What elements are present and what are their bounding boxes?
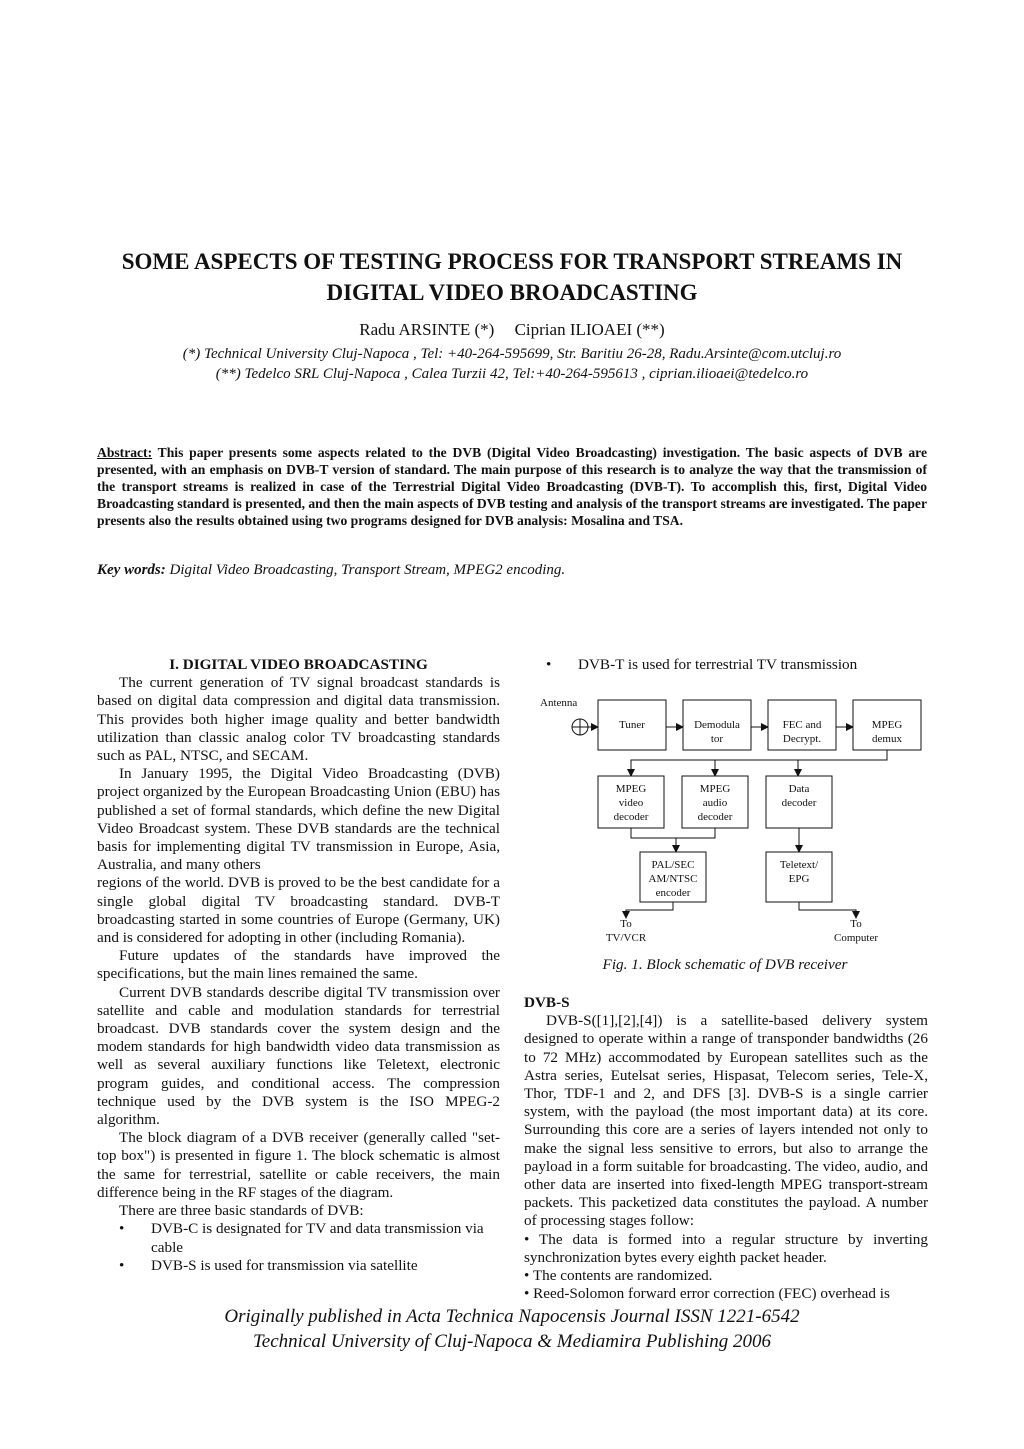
list-item: • The contents are randomized. — [524, 1267, 713, 1285]
list-item: • Reed-Solomon forward error correction (FEC) overhead is — [524, 1285, 890, 1303]
bullet-list — [97, 1220, 500, 1275]
paragraph: In January 1995, the Digital Video Broadcasting (DVB) project organized by the European Broadcasting Union (EBU) has published a set of formal standards, which define the new Digital Video Broadcast system. These DVB standards are the technical basis for implementing digital TV transmission in Europe, Asia, Australia, and many others — [97, 765, 500, 874]
keywords-label: Key words: — [97, 562, 166, 578]
teletext-label-1: Teletext/ — [779, 859, 819, 871]
teletext-label-2: EPG — [788, 873, 810, 885]
right-column-text — [524, 994, 928, 1303]
dvbs-heading: DVB-S — [524, 994, 570, 1011]
encoder-label-1: PAL/SEC — [651, 859, 695, 871]
keywords-text: Digital Video Broadcasting, Transport Stream, MPEG2 encoding. — [165, 562, 566, 578]
paragraph: There are three basic standards of DVB: — [119, 1202, 364, 1220]
data-decoder-label-1: Data — [788, 783, 810, 795]
author-2: Ciprian ILIOAEI (**) — [514, 320, 665, 339]
abstract-label: Abstract: — [97, 445, 153, 460]
list-item: • DVB-T is used for terrestrial TV transmission — [524, 656, 928, 674]
affiliation-1: (*) Technical University Cluj-Napoca , Tel: +40-264-595699, Str. Baritiu 26-28, Radu.Arsinte@com.utcluj.ro — [182, 346, 842, 362]
demux-label-1: MPEG — [871, 719, 903, 731]
audio-decoder-label-3: decoder — [697, 811, 733, 823]
fec-label-2: Decrypt. — [782, 733, 822, 745]
footer-line-2: Technical University of Cluj-Napoca & Mediamira Publishing 2006 — [252, 1331, 772, 1352]
audio-decoder-label-1: MPEG — [699, 783, 731, 795]
data-decoder-label-2: decoder — [781, 797, 817, 809]
authors — [60, 320, 964, 340]
keywords — [97, 562, 927, 579]
demodulator-label-2: tor — [710, 733, 724, 745]
section-heading: I. DIGITAL VIDEO BROADCASTING — [169, 656, 428, 673]
antenna-icon — [572, 719, 588, 735]
audio-decoder-label-2: audio — [702, 797, 728, 809]
paragraph: DVB-S([1],[2],[4]) is a satellite-based delivery system designed to operate within a range of transponder bandwidths (26 to 72 MHz) accommodated by European satellites such as the Astra series, Eutelsat series, Hispasat, Telecom series, Tele-X, Thor, TDF-1 and 2, and DFS [3]. DVB-S is a single carrier system, with the payload (the most important data) at its core. Surrounding this core are a series of layers intended not only to make the signal less sensitive to errors, but also to arrange the payload in a form suitable for broadcasting. The video, audio, and other data are inserted into fixed-length MPEG transport-stream packets. This packetized data constitutes the payload. A number of processing stages follow: — [524, 1012, 928, 1230]
video-decoder-label-1: MPEG — [615, 783, 647, 795]
author-1: Radu ARSINTE (*) — [359, 320, 495, 339]
left-column — [97, 656, 500, 1275]
encoder-label-2: AM/NTSC — [648, 873, 698, 885]
paragraph: Future updates of the standards have improved the specifications, but the main lines remained the same. — [97, 947, 500, 983]
list-item: • DVB-C is designated for TV and data transmission via cable — [97, 1220, 500, 1256]
paragraph: Current DVB standards describe digital TV transmission over satellite and cable and modulation standards for terrestrial broadcast. DVB standards cover the system design and the modem standards for high bandwidth video data transmission as well as several auxiliary functions like Teletext, electronic program guides, and conditional access. The compression technique used by the DVB system is the ISO MPEG-2 algorithm. — [97, 983, 500, 1129]
demodulator-label-1: Demodula — [694, 719, 740, 731]
antenna-label: Antenna — [540, 697, 578, 709]
abstract-text: This paper presents some aspects related to the DVB (Digital Video Broadcasting) investigation. The basic aspects of DVB are presented, with an emphasis on DVB-T version of standard. The main purpose of this research is to analyze the way that the transmission of the transport streams is realized in case of the Terrestrial Digital Video Broadcasting (DVB-T). To accomplish this, first, Digital Video Broadcasting standard is presented, and then the main aspects of DVB testing and analysis of the transport streams are investigated. The paper presents also the results obtained using two programs designed for DVB analysis: Mosalina and TSA. — [97, 445, 927, 528]
affiliation-2: (**) Tedelco SRL Cluj-Napoca , Calea Turzii 42, Tel:+40-264-595613 , ciprian.ilioaei@tedelco.ro — [215, 366, 809, 382]
paragraph: The current generation of TV signal broadcast standards is based on digital data compression and digital data transmission. This provides both higher image quality and better bandwidth utilization than classic analog color TV broadcasting standards such as PAL, NTSC, and SECAM. — [97, 674, 500, 765]
video-decoder-label-3: decoder — [613, 811, 649, 823]
paper-title — [60, 246, 964, 308]
output-computer-label-1: To — [850, 918, 862, 930]
video-decoder-label-2: video — [618, 797, 644, 809]
title-line-2: DIGITAL VIDEO BROADCASTING — [326, 280, 698, 305]
output-tv-label-2: TV/VCR — [605, 932, 647, 944]
output-tv-label-1: To — [620, 918, 632, 930]
title-line-1: SOME ASPECTS OF TESTING PROCESS FOR TRANSPORT STREAMS IN — [121, 249, 903, 274]
abstract — [97, 444, 927, 529]
list-item: • DVB-S is used for transmission via satellite — [97, 1257, 500, 1275]
fec-label-1: FEC and — [782, 719, 822, 731]
block-diagram — [528, 690, 938, 950]
list-item: • The data is formed into a regular structure by inverting synchronization bytes every eighth packet header. — [524, 1230, 928, 1266]
figure-caption: Fig. 1. Block schematic of DVB receiver — [602, 956, 848, 973]
right-bullet — [524, 656, 928, 674]
footer-line-1: Originally published in Acta Technica Napocensis Journal ISSN 1221-6542 — [224, 1306, 800, 1327]
output-computer-label-2: Computer — [834, 932, 878, 944]
footer — [60, 1304, 964, 1354]
paragraph: regions of the world. DVB is proved to be the best candidate for a single global digital TV broadcasting standard. DVB-T broadcasting started in some countries of Europe (Germany, UK) and is considered for adopting in other (including Romania). — [97, 874, 500, 947]
tuner-label: Tuner — [619, 719, 645, 731]
paragraph: The block diagram of a DVB receiver (generally called "set-top box") is presented in figure 1. The block schematic is almost the same for terrestrial, satellite or cable receivers, the main difference being in the RF stages of the diagram. — [97, 1129, 500, 1201]
encoder-label-3: encoder — [655, 887, 691, 899]
demux-label-2: demux — [872, 733, 902, 745]
